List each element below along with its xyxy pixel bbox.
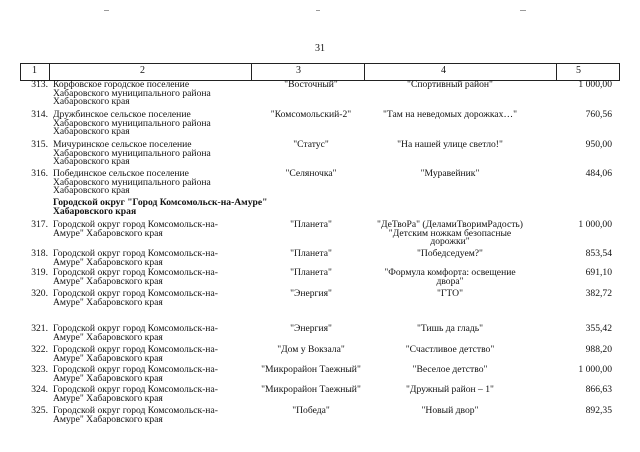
header-divider — [364, 64, 365, 80]
row-number: 316. — [31, 168, 48, 179]
cell-line: "Там на неведомых дорожках…" — [382, 109, 517, 120]
amount-value: 355,42 — [585, 323, 612, 334]
amount-value: 853,54 — [585, 248, 612, 259]
cell-line: "Формула комфорта: освещение — [384, 267, 516, 278]
cell-line: Амуре" Хабаровского края — [53, 372, 163, 384]
section-title — [53, 199, 353, 216]
project-name — [364, 170, 536, 179]
cell-line: "Веселое детство" — [412, 364, 488, 375]
scan-mark-left — [104, 10, 109, 11]
organization-name — [240, 81, 382, 90]
row-number: 313. — [31, 79, 48, 90]
project-name — [364, 346, 536, 355]
cell-line: "Планета" — [290, 267, 332, 278]
cell-line: "Счастливое детство" — [405, 344, 495, 355]
amount-value: 988,20 — [585, 344, 612, 355]
cell-line: Амуре" Хабаровского края — [53, 275, 163, 287]
cell-line: Городской округ город Комсомольск-на- — [53, 267, 218, 278]
amount-value: 892,35 — [585, 405, 612, 416]
municipality-name — [53, 325, 260, 342]
amount-value: 950,00 — [585, 139, 612, 150]
organization-name — [240, 366, 382, 375]
cell-line: Дружбинское сельское поселение — [53, 109, 191, 120]
municipality-name — [53, 141, 260, 167]
cell-line: "Дом у Вокзала" — [277, 344, 345, 355]
project-name — [364, 407, 536, 416]
row-number: 325. — [31, 405, 48, 416]
cell-line: Городской округ город Комсомольск-на- — [53, 405, 218, 416]
section-title-line: Городской округ "Город Комсомольск-на-Амуре" — [53, 197, 268, 208]
amount-value: 484,06 — [585, 168, 612, 179]
cell-line: Амуре" Хабаровского края — [53, 296, 163, 308]
cell-line: Амуре" Хабаровского края — [53, 331, 163, 343]
cell-line: "Детским ножкам безопасные — [388, 227, 512, 239]
amount-value: 760,56 — [585, 109, 612, 120]
cell-line: Хабаровского края — [53, 126, 130, 138]
cell-line: Мичуринское сельское поселение — [53, 139, 192, 150]
cell-line: Городской округ город Комсомольск-на- — [53, 364, 218, 375]
organization-name — [240, 250, 382, 259]
project-name — [364, 250, 536, 259]
cell-line: Корфовское городское поселение — [53, 79, 190, 90]
municipality-name — [53, 290, 260, 307]
amount-value: 1 000,00 — [578, 79, 612, 90]
municipality-name — [53, 250, 260, 267]
amount-value: 1 000,00 — [578, 364, 612, 375]
cell-line: Городской округ город Комсомольск-на- — [53, 288, 218, 299]
municipality-name — [53, 407, 260, 424]
row-number: 322. — [31, 344, 48, 355]
row-number: 317. — [31, 219, 48, 230]
municipality-name — [53, 366, 260, 383]
organization-name — [240, 386, 382, 395]
project-name — [364, 111, 536, 120]
project-name — [364, 221, 536, 247]
amount-value: 866,63 — [585, 384, 612, 395]
page-number: 31 — [315, 43, 325, 54]
cell-line: "Тишь да гладь" — [416, 323, 484, 334]
municipality-name — [53, 346, 260, 363]
municipality-name — [53, 221, 260, 238]
organization-name — [240, 221, 382, 230]
row-number: 320. — [31, 288, 48, 299]
cell-line: "Комсомольский-2" — [270, 109, 352, 120]
cell-line: Хабаровского края — [53, 185, 130, 197]
row-number: 321. — [31, 323, 48, 334]
cell-line: "Селяночка" — [285, 168, 337, 179]
amount-value: 691,10 — [585, 267, 612, 278]
section-title-line: Хабаровского края — [53, 205, 137, 217]
cell-line: "Энергия" — [290, 323, 332, 334]
project-name — [364, 141, 536, 150]
cell-line: "На нашей улице светло!" — [397, 139, 503, 150]
cell-line: "ГТО" — [436, 288, 464, 299]
row-number: 319. — [31, 267, 48, 278]
cell-line: Городской округ город Комсомольск-на- — [53, 384, 218, 395]
municipality-name — [53, 269, 260, 286]
row-number: 318. — [31, 248, 48, 259]
amount-value: 1 000,00 — [578, 219, 612, 230]
row-number: 314. — [31, 109, 48, 120]
cell-line: "Планета" — [290, 248, 332, 259]
cell-line: "Восточный" — [284, 79, 338, 90]
header-col-5: 5 — [576, 65, 581, 76]
amount-value: 382,72 — [585, 288, 612, 299]
cell-line: "Спортивный район" — [407, 79, 493, 90]
cell-line: Амуре" Хабаровского края — [53, 352, 163, 364]
municipality-name — [53, 81, 260, 107]
header-divider — [556, 64, 557, 80]
municipality-name — [53, 170, 260, 196]
municipality-name — [53, 111, 260, 137]
cell-line: "ДеТвоРа" (ДеламиТворимРадость) — [377, 219, 523, 230]
header-divider — [619, 64, 620, 80]
cell-line: "Микрорайон Таежный" — [261, 364, 361, 375]
project-name — [364, 386, 536, 395]
cell-line: "Дружный район – 1" — [406, 384, 494, 395]
header-col-2: 2 — [140, 65, 145, 76]
cell-line: Амуре" Хабаровского края — [53, 227, 163, 239]
organization-name — [240, 290, 382, 299]
project-name — [364, 325, 536, 334]
organization-name — [240, 141, 382, 150]
project-name — [364, 290, 536, 299]
scan-mark-center — [316, 10, 320, 11]
project-name — [364, 269, 536, 286]
cell-line: "Победседуем?" — [417, 248, 483, 259]
organization-name — [240, 407, 382, 416]
organization-name — [240, 346, 382, 355]
cell-line: "Статус" — [293, 139, 329, 150]
cell-line: "Победа" — [292, 405, 330, 416]
organization-name — [240, 325, 382, 334]
cell-line: Амуре" Хабаровского края — [53, 413, 163, 425]
cell-line: Амуре" Хабаровского края — [53, 256, 163, 268]
row-number: 324. — [31, 384, 48, 395]
cell-line: Хабаровского края — [53, 96, 130, 108]
cell-line: Городской округ город Комсомольск-на- — [53, 219, 218, 230]
cell-line: "Муравейник" — [420, 168, 480, 179]
row-number: 323. — [31, 364, 48, 375]
cell-line: дорожки" — [430, 236, 470, 248]
cell-line: "Микрорайон Таежный" — [261, 384, 361, 395]
scan-mark-right — [520, 10, 526, 11]
cell-line: Амуре" Хабаровского края — [53, 392, 163, 404]
cell-line: Побединское сельское поселение — [53, 168, 189, 179]
cell-line: "Энергия" — [290, 288, 332, 299]
row-number: 315. — [31, 139, 48, 150]
header-col-3: 3 — [296, 65, 301, 76]
cell-line: Хабаровского края — [53, 156, 130, 168]
header-col-4: 4 — [441, 65, 446, 76]
project-name — [364, 366, 536, 375]
cell-line: "Новый двор" — [421, 405, 479, 416]
cell-line: Городской округ город Комсомольск-на- — [53, 323, 218, 334]
header-divider — [49, 64, 50, 80]
organization-name — [240, 170, 382, 179]
header-divider — [20, 64, 21, 80]
cell-line: Хабаровского муниципального района — [53, 147, 211, 159]
cell-line: Городской округ город Комсомольск-на- — [53, 344, 218, 355]
cell-line: Хабаровского муниципального района — [53, 87, 211, 99]
project-name — [364, 81, 536, 90]
header-col-1: 1 — [32, 65, 37, 76]
municipality-name — [53, 386, 260, 403]
cell-line: Хабаровского муниципального района — [53, 176, 211, 188]
cell-line: Хабаровского муниципального района — [53, 117, 211, 129]
header-divider — [251, 64, 252, 80]
organization-name — [240, 111, 382, 120]
cell-line: Городской округ город Комсомольск-на- — [53, 248, 218, 259]
cell-line: "Планета" — [290, 219, 332, 230]
organization-name — [240, 269, 382, 278]
cell-line: двора" — [436, 275, 464, 287]
